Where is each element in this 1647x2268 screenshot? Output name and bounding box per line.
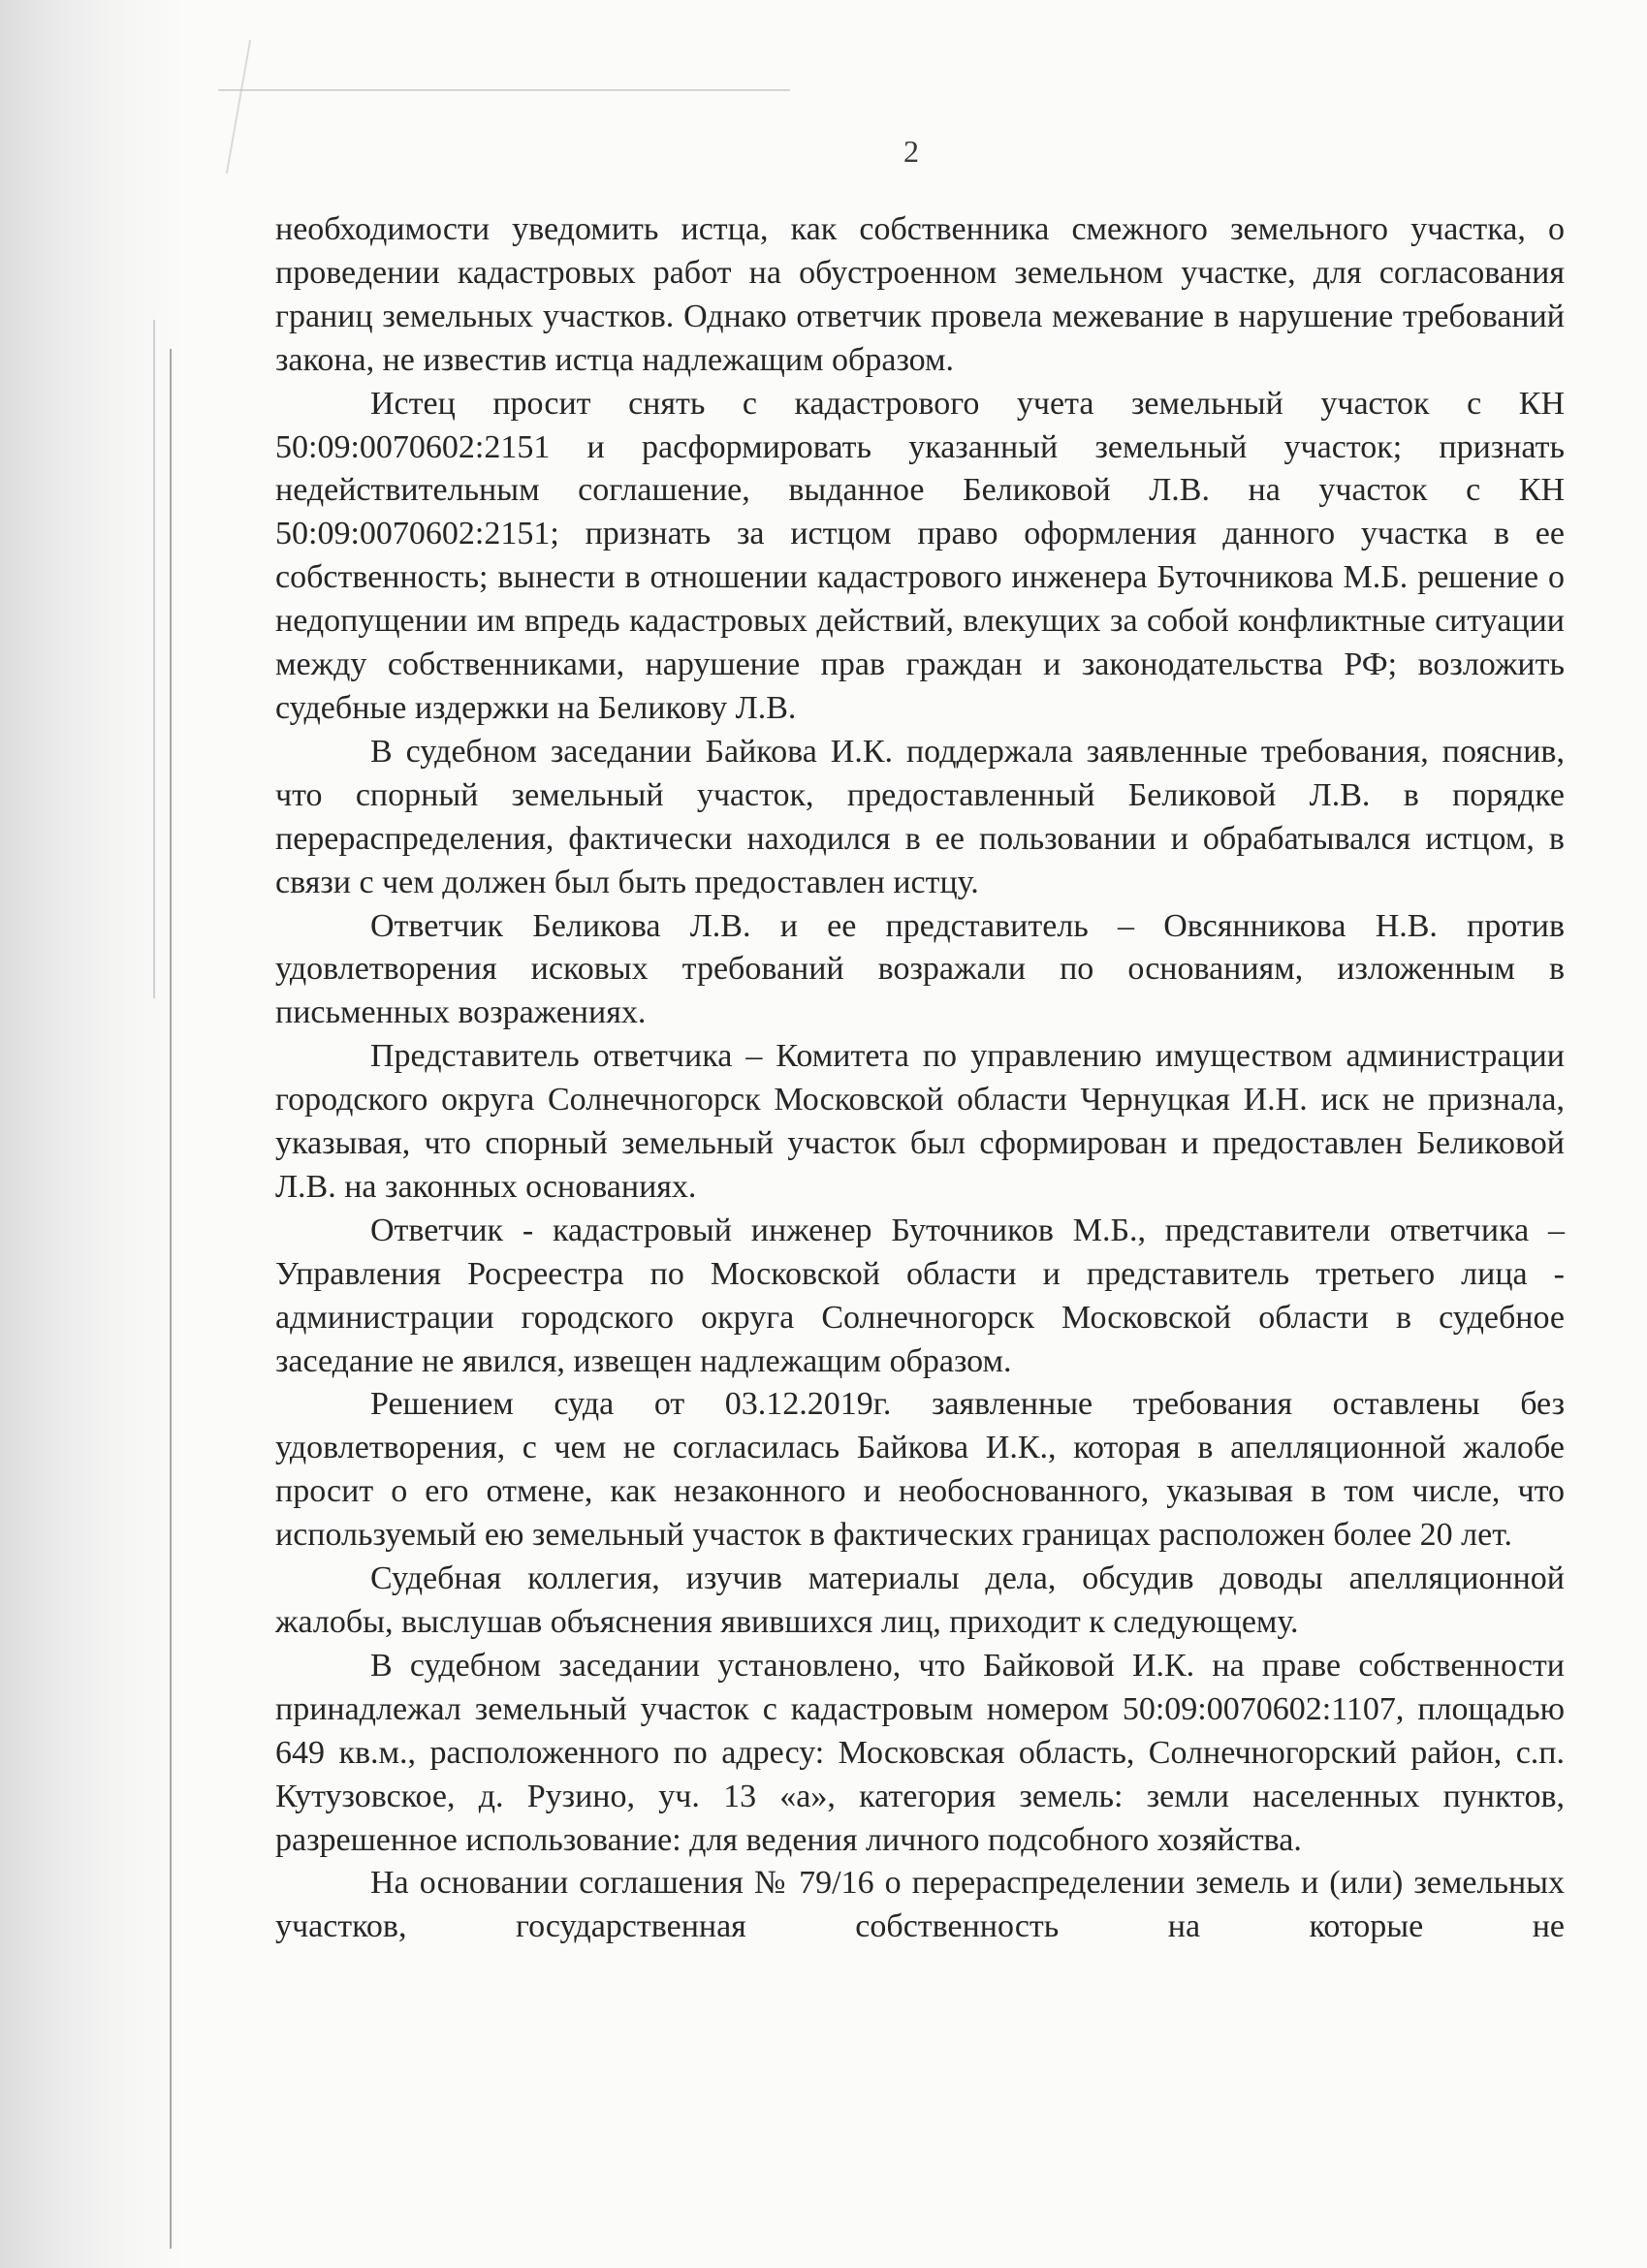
- paragraph-agreement-basis: На основании соглашения № 79/16 о перераспределении земель и (или) земельных участков, государственная собственность на которые не: [275, 1865, 1565, 1945]
- paragraph-plaintiff-claims: Истец просит снять с кадастрового учета земельный участок с КН 50:09:0070602:2151 и расформировать указанный земельный участок; признать недействительным соглашение, выданное Беликовой Л.В. на участок с КН 50:09:0070602:2151; признать за истцом право оформления данного участка в ее собственность; вынести в отношении кадастрового инженера Буточникова М.Б. решение о недопущении им впредь кадастровых действий, влекущих за собой конфликтные ситуации между собственниками, нарушение прав граждан и законодательства РФ; возложить судебные издержки на Беликову Л.В.: [275, 385, 1565, 726]
- paragraph-absent-parties: Ответчик - кадастровый инженер Буточников М.Б., представители ответчика – Управления Росреестра по Московской области и представитель третьего лица - администрации городского округа Солнечногорск Московской области в судебное заседание не явился, извещен надлежащим образом.: [275, 1212, 1565, 1379]
- scan-edge-line: [170, 349, 172, 2249]
- paragraph-collegium: Судебная коллегия, изучив материалы дела, обсудив доводы апелляционной жалобы, выслушав объяснения явившихся лиц, приходит к следующему.: [275, 1560, 1565, 1640]
- page-number: 2: [903, 134, 919, 169]
- paragraph-established-facts: В судебном заседании установлено, что Байковой И.К. на праве собственности принадлежал земельный участок с кадастровым номером 50:09:0070602:1107, площадью 649 кв.м., расположенного по адресу: Московская область, Солнечногорский район, с.п. Кутузовское, д. Рузино, уч. 13 «а», категория земель: земли населенных пунктов, разрешенное использование: для ведения личного подсобного хозяйства.: [275, 1647, 1565, 1858]
- paragraph-notice-continuation: необходимости уведомить истца, как собственника смежного земельного участка, о проведении кадастровых работ на обустроенном земельном участке, для согласования границ земельных участков. Однако ответчик провела межевание в нарушение требований закона, не известив истца надлежащим образом.: [275, 211, 1565, 378]
- scan-shadow: [0, 0, 184, 2268]
- scan-edge-line-secondary: [153, 320, 155, 998]
- paragraph-committee-representative: Представитель ответчика – Комитета по управлению имуществом администрации городского округа Солнечногорск Московской области Чернуцкая И.Н. иск не признала, указывая, что спорный земельный участок был сформирован и предоставлен Беликовой Л.В. на законных основаниях.: [275, 1038, 1565, 1205]
- paragraph-court-decision: Решением суда от 03.12.2019г. заявленные требования оставлены без удовлетворения, с чем не согласилась Байкова И.К., которая в апелляционной жалобе просит о его отмене, как незаконного и необоснованного, указывая в том числе, что используемый ею земельный участок в фактических границах расположен более 20 лет.: [275, 1386, 1565, 1554]
- paragraph-defendant-objection: Ответчик Беликова Л.В. и ее представитель – Овсянникова Н.В. против удовлетворения исковых требований возражали по основаниям, изложенным в письменных возражениях.: [275, 907, 1565, 1031]
- scan-top-mark: [218, 89, 790, 91]
- paragraph-hearing-plaintiff: В судебном заседании Байкова И.К. поддержала заявленные требования, пояснив, что спорный земельный участок, предоставленный Беликовой Л.В. в порядке перераспределения, фактически находился в ее пользовании и обрабатывался истцом, в связи с чем должен был быть предоставлен истцу.: [275, 733, 1565, 900]
- document-body: [275, 208, 1565, 1949]
- scan-corner-mark: [226, 40, 251, 173]
